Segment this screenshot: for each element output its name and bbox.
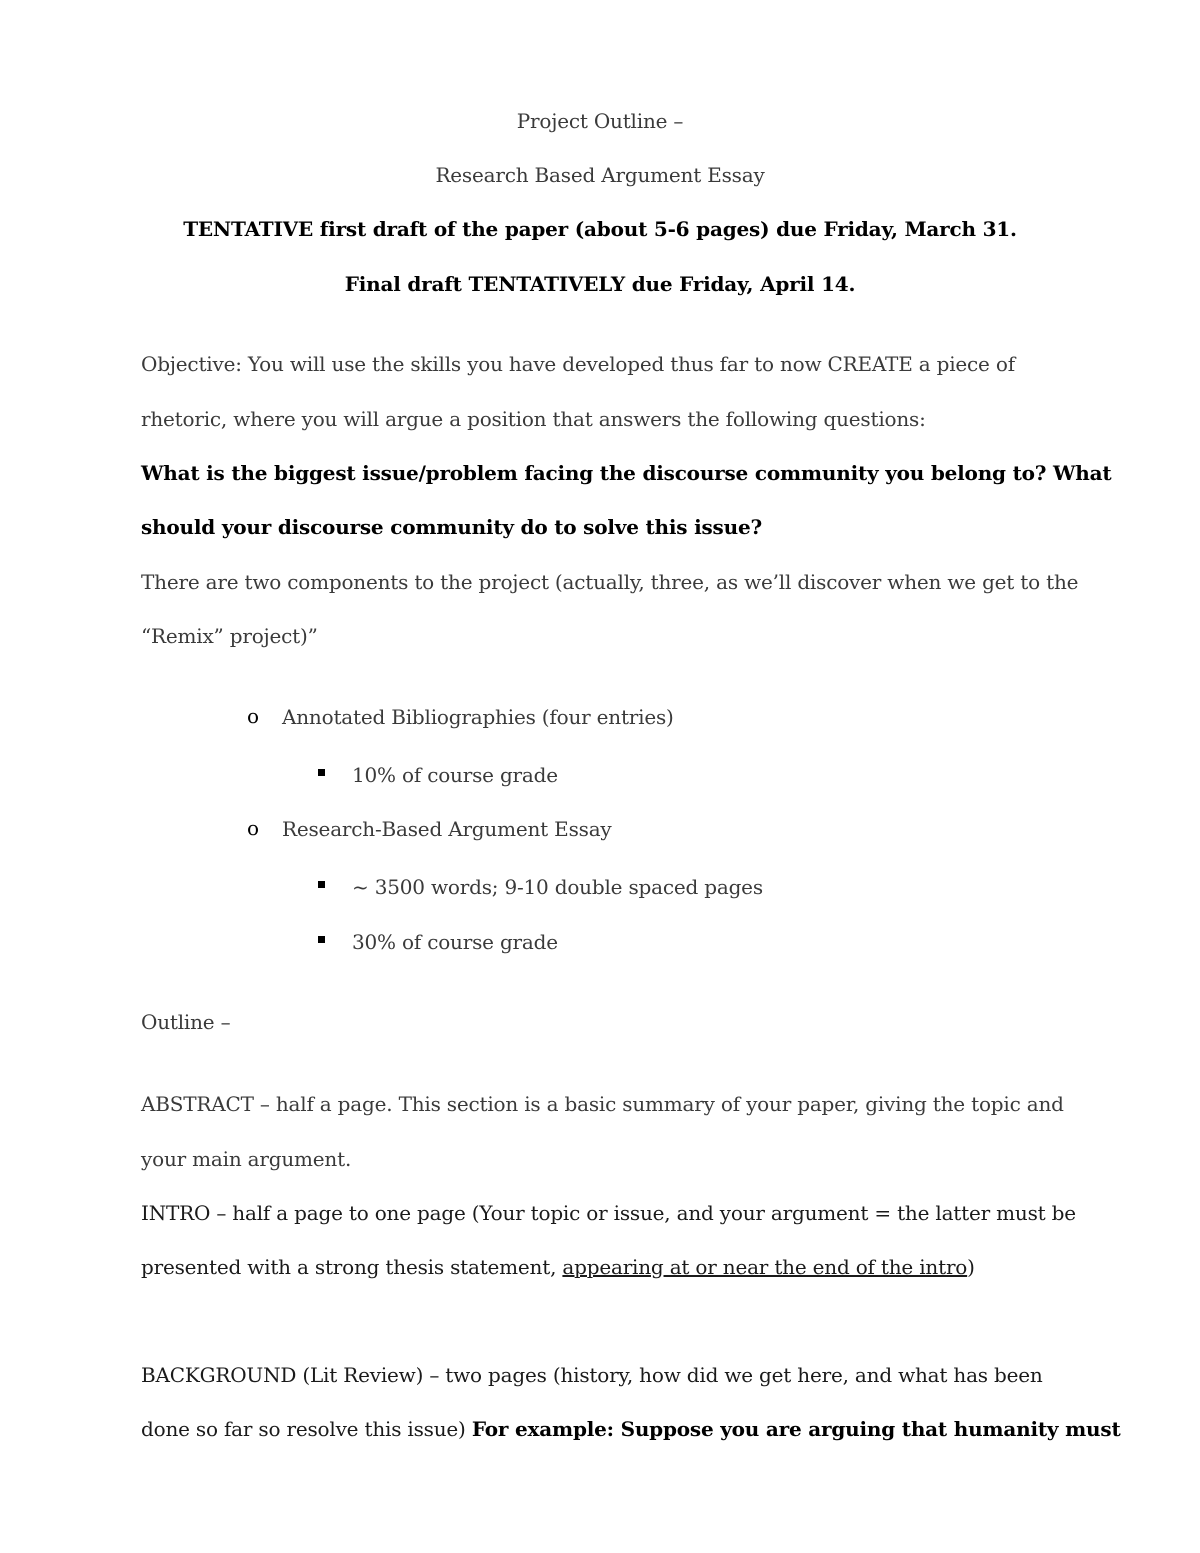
square-bullet-icon xyxy=(318,769,325,776)
intro-underlined-text: appearing at or near the end of the intro xyxy=(562,1255,968,1279)
question-line-2: should your discourse community do to solve this issue? xyxy=(141,515,762,539)
square-bullet-icon xyxy=(318,936,325,943)
outline-heading: Outline – xyxy=(141,1010,231,1034)
final-draft-deadline: Final draft TENTATIVELY due Friday, April 14. xyxy=(344,272,856,296)
components-line-2: “Remix” project)” xyxy=(141,624,318,648)
background-example-text: For example: Suppose you are arguing that humanity must xyxy=(471,1417,1121,1441)
list-subitem-essay-grade: 30% of course grade xyxy=(352,930,558,954)
list-subitem-bibliography-grade: 10% of course grade xyxy=(352,763,558,787)
list-subitem-word-count: ~ 3500 words; 9-10 double spaced pages xyxy=(352,875,763,899)
page-subtitle: Research Based Argument Essay xyxy=(435,163,765,187)
circle-bullet-icon: o xyxy=(247,816,260,840)
objective-line-2: rhetoric, where you will argue a position that answers the following questions: xyxy=(141,407,926,431)
abstract-line-1: ABSTRACT – half a page. This section is a basic summary of your paper, giving the topic and xyxy=(141,1092,1064,1116)
background-line-2 xyxy=(141,1419,1121,1439)
intro-line-2-text: presented with a strong thesis statement, xyxy=(141,1255,563,1279)
square-bullet-icon xyxy=(318,881,325,888)
page-title: Project Outline – xyxy=(516,109,684,133)
list-item-argument-essay: Research-Based Argument Essay xyxy=(282,817,612,841)
question-line-1: What is the biggest issue/problem facing the discourse community you belong to? What xyxy=(141,461,1112,485)
abstract-line-2: your main argument. xyxy=(141,1147,352,1171)
intro-line-2-close: ) xyxy=(967,1255,975,1279)
background-line-1: BACKGROUND (Lit Review) – two pages (history, how did we get here, and what has been xyxy=(141,1363,1043,1387)
objective-line-1: Objective: You will use the skills you have developed thus far to now CREATE a piece of xyxy=(141,352,1015,376)
circle-bullet-icon: o xyxy=(247,704,260,728)
intro-line-1: INTRO – half a page to one page (Your topic or issue, and your argument = the latter must be xyxy=(141,1201,1076,1225)
first-draft-deadline: TENTATIVE first draft of the paper (about 5-6 pages) due Friday, March 31. xyxy=(183,217,1017,241)
components-line-1: There are two components to the project (actually, three, as we’ll discover when we get to the xyxy=(141,570,1079,594)
background-line-2-text: done so far so resolve this issue) xyxy=(141,1417,472,1441)
list-item-annotated-bibliographies: Annotated Bibliographies (four entries) xyxy=(282,705,674,729)
intro-line-2 xyxy=(141,1257,975,1277)
